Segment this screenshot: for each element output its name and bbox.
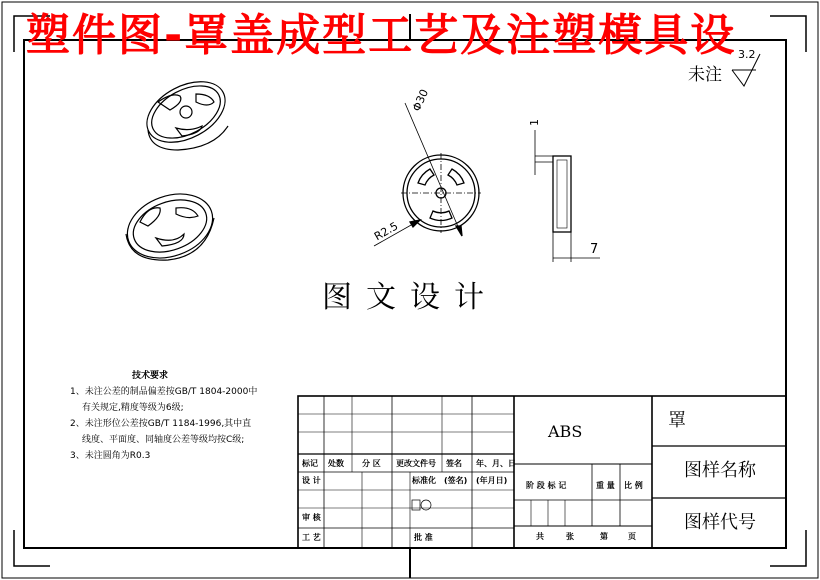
roughness-label: 未注 <box>688 65 722 85</box>
tb-count: 处数 <box>328 459 344 468</box>
tb-page: 第 <box>600 532 608 541</box>
center-title: 图文设计 <box>322 280 498 315</box>
tech-requirements <box>70 368 257 464</box>
corner-mark-tr <box>770 16 806 52</box>
tb-sheets: 张 <box>566 532 574 541</box>
isometric-view-bottom <box>118 183 221 269</box>
page-title: 塑件图-罩盖成型工艺及注塑模具设 <box>26 10 737 61</box>
tb-page-unit: 页 <box>628 532 636 541</box>
dim-radius: R2.5 <box>372 219 401 244</box>
tb-sign: 签名 <box>446 459 462 468</box>
tb-total: 共 <box>536 532 544 541</box>
tb-mark: 标记 <box>302 459 318 468</box>
tb-design: 设 计 <box>302 476 321 485</box>
dim-wall: 1 <box>528 119 541 126</box>
tb-weight: 重 量 <box>596 481 615 490</box>
tb-review: 审 核 <box>302 513 321 522</box>
tb-scale: 比 例 <box>624 481 643 490</box>
tb-part-name: 罩 <box>668 410 686 431</box>
tb-material: ABS <box>548 422 583 441</box>
tb-process: 工 艺 <box>302 533 321 542</box>
tb-approve: 批 准 <box>414 533 433 542</box>
tb-standardize: 标准化 <box>412 476 436 485</box>
tb-drawing-code: 图样代号 <box>684 512 756 533</box>
tb-date: 年、月、日 <box>476 459 516 468</box>
dim-height: 7 <box>590 242 599 257</box>
isometric-view-top <box>137 69 236 154</box>
tb-change-no: 更改文件号 <box>396 459 436 468</box>
tb-sign2: (签名) <box>444 476 468 485</box>
roughness-note <box>688 60 722 85</box>
tb-zone: 分 区 <box>362 459 381 468</box>
tech-item: 1、未注公差的制品偏差按GB/T 1804-2000中 <box>70 387 258 397</box>
tb-drawing-name: 图样名称 <box>684 460 756 481</box>
tech-item: 有关规定,精度等级为6级; <box>82 403 184 413</box>
tech-item: 2、未注形位公差按GB/T 1184-1996,其中直 <box>70 419 252 429</box>
dim-diameter: Φ30 <box>410 87 432 114</box>
roughness-value: 3.2 <box>738 48 756 61</box>
tb-stage: 阶 段 标 记 <box>526 481 567 490</box>
tech-item: 3、未注圆角为R0.3 <box>70 451 151 461</box>
tb-date2: (年月日) <box>476 476 508 485</box>
tech-item: 线度、平面度、同轴度公差等级均按C级; <box>82 435 245 445</box>
tech-heading: 技术要求 <box>131 371 168 381</box>
